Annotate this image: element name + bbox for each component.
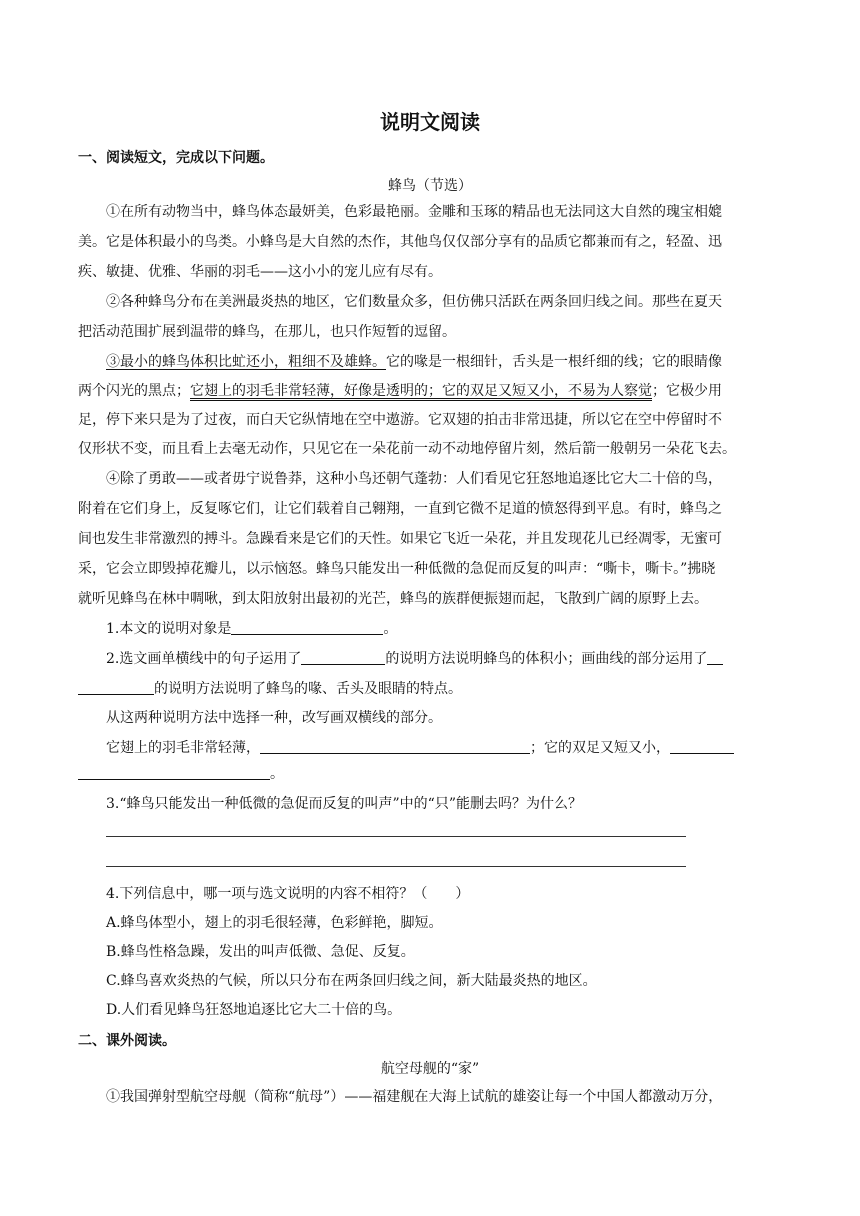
single-underlined-sentence: ③最小的蜂鸟体积比虻还小，粗细不及雄蜂。 bbox=[106, 354, 386, 370]
question-2-rewrite bbox=[106, 738, 788, 758]
section-heading-2: 二、课外阅读。 bbox=[78, 1033, 176, 1049]
passage2-p1-line1: ①我国弹射型航空母舰（简称“航母”）——福建舰在大海上试航的雄姿让每一个中国人都激动万分， bbox=[106, 1089, 723, 1105]
answer-blank[interactable] bbox=[707, 649, 723, 665]
answer-blank[interactable] bbox=[260, 738, 530, 754]
question-2-line2 bbox=[78, 679, 788, 699]
passage1-p3-line1 bbox=[106, 352, 788, 372]
answer-blank[interactable] bbox=[231, 619, 383, 635]
passage1-p1-line2: 美。它是体积最小的鸟类。小蜂鸟是大自然的杰作，其他鸟仅仅部分享有的品质它都兼而有之，轻盈、迅 bbox=[78, 234, 722, 250]
question-4-option-a[interactable]: A.蜂鸟体型小，翅上的羽毛很轻薄，色彩鲜艳，脚短。 bbox=[106, 915, 443, 931]
passage1-p1-line3: 疾、敏捷、优雅、华丽的羽毛——这小小的宠儿应有尽有。 bbox=[78, 264, 442, 280]
question-2 bbox=[106, 649, 788, 669]
question-2-text-b: 的说明方法说明蜂鸟的体积小；画曲线的部分运用了 bbox=[385, 651, 708, 667]
passage1-p3-text: 两个闪光的黑点； bbox=[78, 383, 190, 399]
passage1-p3-text: 它的喙是一根细针，舌头是一根纤细的线；它的眼睛像 bbox=[386, 354, 722, 370]
question-2-instruction: 从这两种说明方法中选择一种，改写画双横线的部分。 bbox=[106, 710, 442, 726]
question-1-end: 。 bbox=[383, 621, 398, 637]
passage1-p4-line2: 附着在它们身上，反复啄它们，让它们载着自己翱翔，一直到它微不足道的愤怒得到平息。有时，蜂鸟之 bbox=[78, 501, 722, 517]
passage1-p4-line3: 间也发生非常激烈的搏斗。急躁看来是它们的天性。如果它飞近一朵花，并且发现花儿已经凋零，无蜜可 bbox=[78, 531, 722, 547]
question-2-rewrite-text: 它翅上的羽毛非常轻薄， bbox=[106, 740, 260, 756]
question-3: 3.“蜂鸟只能发出一种低微的急促而反复的叫声”中的“只”能删去吗？为什么？ bbox=[106, 796, 582, 812]
question-4: 4.下列信息中，哪一项与选文说明的内容不相符？（ ） bbox=[106, 886, 470, 902]
question-2-rewrite-line2 bbox=[78, 764, 788, 784]
question-4-option-c[interactable]: C.蜂鸟喜欢炎热的气候，所以只分布在两条回归线之间，新大陆最炎热的地区。 bbox=[106, 973, 597, 989]
question-2-end: 。 bbox=[270, 766, 284, 782]
passage1-p2-line1: ②各种蜂鸟分布在美洲最炎热的地区，它们数量众多，但仿佛只活跃在两条回归线之间。那些在夏天 bbox=[106, 294, 722, 310]
answer-blank[interactable] bbox=[670, 738, 734, 754]
passage1-heading: 蜂鸟（节选） bbox=[388, 178, 472, 194]
question-1-text: 1.本文的说明对象是 bbox=[106, 621, 232, 637]
passage1-p1-line1: ①在所有动物当中，蜂鸟体态最妍美，色彩最艳丽。金雕和玉琢的精品也无法同这大自然的瑰宝相媲 bbox=[106, 204, 722, 220]
passage1-p2-line2: 把活动范围扩展到温带的蜂鸟，在那儿，也只作短暂的逗留。 bbox=[78, 324, 456, 340]
passage1-p4-line4: 采，它会立即毁掉花瓣儿，以示恼怒。蜂鸟只能发出一种低微的急促而反复的叫声：“嘶卡，嘶卡。”拂晓 bbox=[78, 561, 716, 577]
question-2-rewrite-text-b: ；它的双足又短又小， bbox=[530, 740, 670, 756]
page-title: 说明文阅读 bbox=[380, 110, 480, 134]
double-underlined-sentence: 它翅上的羽毛非常轻薄，好像是透明的；它的双足又短又小，不易为人察觉 bbox=[190, 383, 652, 399]
answer-line[interactable] bbox=[106, 836, 686, 837]
answer-blank[interactable] bbox=[78, 679, 154, 695]
question-2-text: 2.选文画单横线中的句子运用了 bbox=[106, 651, 302, 667]
question-4-option-d[interactable]: D.人们看见蜂鸟狂怒地追逐比它大二十倍的鸟。 bbox=[106, 1002, 402, 1018]
passage1-p4-line1: ④除了勇敢——或者毋宁说鲁莽，这种小鸟还朝气蓬勃：人们看见它狂怒地追逐比它大二十倍的鸟， bbox=[106, 471, 722, 487]
passage1-p3-line2 bbox=[78, 381, 788, 401]
question-2-text-c: 的说明方法说明了蜂鸟的喙、舌头及眼睛的特点。 bbox=[154, 681, 462, 697]
answer-blank[interactable] bbox=[301, 649, 385, 665]
passage1-p4-line5: 就听见蜂鸟在林中啁啾，到太阳放射出最初的光芒，蜂鸟的族群便振翅而起，飞散到广阔的原野上去。 bbox=[78, 591, 708, 607]
answer-blank[interactable] bbox=[78, 764, 270, 780]
passage1-p3-line4: 仅形状不变，而且看上去毫无动作，只见它在一朵花前一动不动地停留片刻，然后箭一般朝另一朵花飞去。 bbox=[78, 441, 736, 457]
question-4-option-b[interactable]: B.蜂鸟性格急躁，发出的叫声低微、急促、反复。 bbox=[106, 944, 415, 960]
question-1 bbox=[106, 619, 788, 639]
passage1-p3-text: ；它极少用 bbox=[652, 383, 722, 399]
passage1-p3-line3: 足，停下来只是为了过夜，而白天它纵情地在空中遨游。它双翅的拍击非常迅捷，所以它在空中停留时不 bbox=[78, 412, 722, 428]
section-heading-1: 一、阅读短文，完成以下问题。 bbox=[78, 150, 274, 166]
passage2-heading: 航空母舰的“家” bbox=[380, 1061, 480, 1077]
answer-line[interactable] bbox=[106, 866, 686, 867]
